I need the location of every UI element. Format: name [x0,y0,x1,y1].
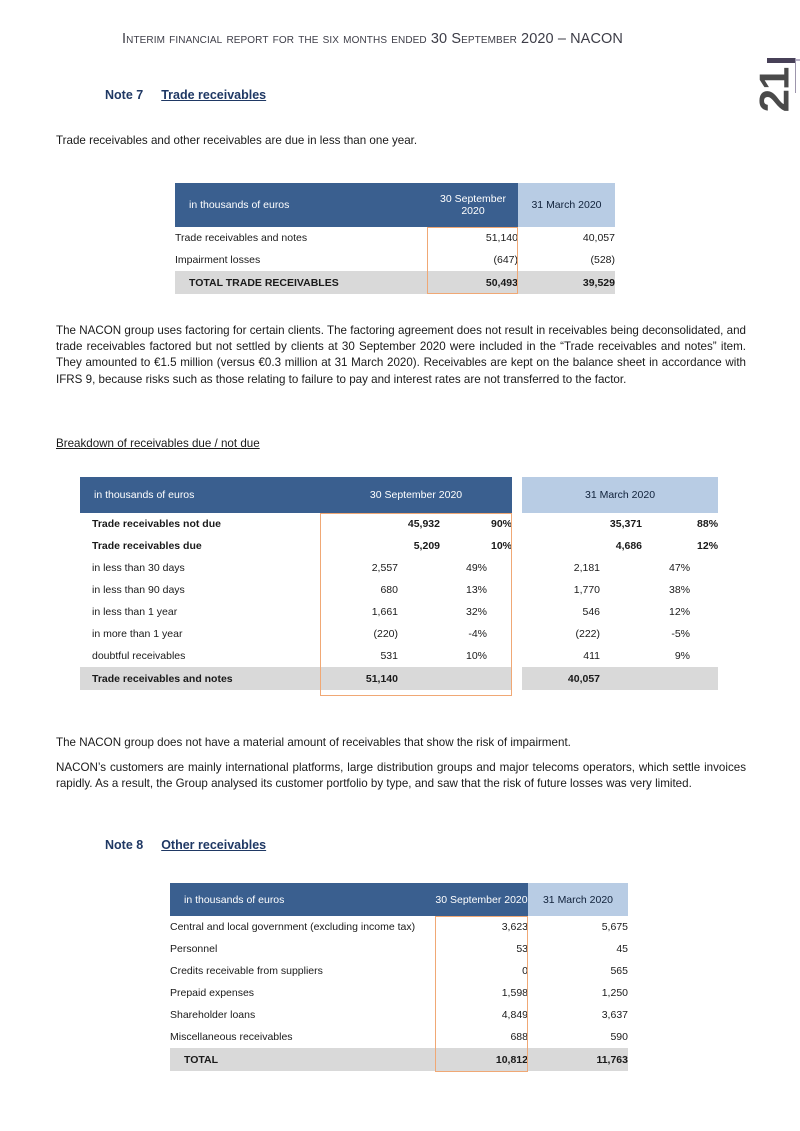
row-mar-value: 45 [616,943,628,955]
table-row [175,249,615,271]
row-sep-pct: 13% [466,584,488,596]
row-sep-value: 3,623 [501,921,528,933]
row-sep-value: 4,849 [501,1009,528,1021]
factoring-paragraph: The NACON group uses factoring for certain clients. The factoring agreement does not result in receivables being deconsolidated, and trade receivables factored but not settled by clients at 30 September 2020 were included in the “Trade receivables and notes” item. They amounted to €1.5 million (versus €0.3 million at 31 March 2020). Receivables are kept on the balance sheet in accordance with IFRS 9, because risks such as those relating to failure to pay and interest rates are not transferred to the factor. [56,324,746,386]
row-sep-value: (220) [373,628,398,640]
th-sep-2020: 30 September 2020 [435,883,528,916]
th-sep-2020: 30 September 2020 [320,477,512,513]
row-label: Trade receivables and notes [80,667,320,690]
row-mar-value: 565 [610,965,628,977]
row-label: in less than 30 days [92,562,185,574]
row-label: Personnel [170,943,218,955]
note-7-title: Trade receivables [161,88,267,102]
row-label: in less than 1 year [92,606,178,618]
row-mar-value: 411 [583,650,601,662]
row-label: Central and local government (excluding income tax) [170,921,416,933]
table-row [170,916,628,938]
th-units: in thousands of euros [170,883,435,916]
row-mar-value: 40,057 [522,667,642,690]
row-mar-value: 11,763 [528,1048,628,1071]
table-row [175,227,615,249]
th-mar-2020: 31 March 2020 [518,183,615,227]
row-mar-pct: 9% [674,650,691,662]
row-gap [512,557,522,579]
row-gap [512,645,522,667]
table-row [170,982,628,1004]
page-number-tab [740,58,800,128]
row-sep-pct: 10% [491,540,513,552]
table-header-row [175,183,615,227]
row-mar-value: (528) [590,254,615,266]
row-mar-pct [642,667,718,690]
row-sep-value: 680 [380,584,398,596]
running-header [0,30,800,48]
table-row [80,557,718,579]
note-7-number: Note 7 [105,88,144,102]
receivables-breakdown-table [80,477,718,690]
note-8-heading [105,838,266,852]
row-gap [512,667,522,690]
table-row [170,1004,628,1026]
row-mar-pct: 38% [669,584,691,596]
th-sep-2020: 30 September 2020 [428,183,518,227]
th-mar-2020: 31 March 2020 [522,477,718,513]
row-gap [512,535,522,557]
row-label: Impairment losses [175,254,261,266]
row-mar-value: 35,371 [609,518,643,530]
row-mar-pct: 47% [669,562,691,574]
row-mar-value: 546 [582,606,601,618]
row-mar-pct: -5% [671,628,691,640]
table-row [80,513,718,535]
table-row [170,960,628,982]
row-sep-value: 1,661 [371,606,398,618]
row-sep-value: 51,140 [485,232,518,244]
row-mar-pct: 12% [669,606,691,618]
row-gap [512,623,522,645]
row-sep-value: (647) [493,254,518,266]
row-label: Shareholder loans [170,1009,256,1021]
row-mar-value: 5,675 [601,921,628,933]
row-mar-value: 3,637 [601,1009,628,1021]
table-row [170,938,628,960]
table-total-row [175,271,615,294]
row-gap [512,513,522,535]
row-sep-pct: -4% [468,628,488,640]
row-gap [512,601,522,623]
row-gap [512,579,522,601]
row-sep-value: 688 [510,1031,528,1043]
row-mar-value: 590 [610,1031,628,1043]
row-sep-value: 50,493 [428,271,518,294]
row-mar-value: (222) [575,628,601,640]
row-label: Credits receivable from suppliers [170,965,323,977]
row-label: Trade receivables and notes [175,232,308,244]
row-sep-value: 2,557 [371,562,398,574]
table-total-row [170,1048,628,1071]
row-sep-pct: 49% [466,562,488,574]
note-8-number: Note 8 [105,838,144,852]
row-sep-pct: 90% [491,518,513,530]
row-mar-value: 40,057 [582,232,615,244]
customers-paragraph: NACON’s customers are mainly international platforms, large distribution groups and major telecoms operators, which settle invoices rapidly. As a result, the Group analysed its customer portfolio by type, and saw that the risk of future losses was very limited. [56,761,746,791]
row-label: TOTAL [170,1048,435,1071]
note-8-title: Other receivables [161,838,267,852]
row-sep-value: 10,812 [435,1048,528,1071]
table-header-row [80,477,718,513]
row-sep-value: 5,209 [413,540,440,552]
running-header-title: Interim financial report for the six months ended 30 September 2020 – NACON [122,31,623,47]
page-number: 21 [750,67,798,113]
table-row [80,623,718,645]
row-sep-value: 51,140 [320,667,440,690]
row-sep-value: 45,932 [407,518,440,530]
row-sep-value: 1,598 [501,987,528,999]
row-mar-value: 4,686 [615,540,643,552]
row-label: Trade receivables due [92,540,202,552]
row-label: Prepaid expenses [170,987,255,999]
row-mar-pct: 88% [697,518,719,530]
table-row [80,535,718,557]
row-mar-value: 1,770 [573,584,601,596]
row-label: in less than 90 days [92,584,185,596]
row-label: in more than 1 year [92,628,183,640]
row-mar-value: 2,181 [573,562,601,574]
row-label: doubtful receivables [92,650,186,662]
note-7-heading [105,88,266,102]
row-label: TOTAL TRADE RECEIVABLES [175,271,428,294]
row-label: Miscellaneous receivables [170,1031,293,1043]
table-header-row [170,883,628,916]
table-row [80,579,718,601]
trade-receivables-table [175,183,615,294]
note-7-intro-paragraph: Trade receivables and other receivables are due in less than one year. [56,134,418,147]
breakdown-subheading: Breakdown of receivables due / not due [56,437,260,450]
row-mar-value: 39,529 [518,271,615,294]
row-mar-value: 1,250 [601,987,628,999]
row-mar-pct: 12% [697,540,719,552]
th-units: in thousands of euros [80,477,320,513]
table-total-row [80,667,718,690]
other-receivables-table [170,883,628,1071]
row-sep-value: 0 [522,965,528,977]
row-sep-value: 53 [516,943,528,955]
page-tab-rule-dark [767,58,795,63]
table-row [80,645,718,667]
row-sep-pct [440,667,512,690]
row-label: Trade receivables not due [92,518,221,530]
table-row [170,1026,628,1048]
table-row [80,601,718,623]
row-sep-pct: 10% [466,650,488,662]
row-sep-value: 531 [380,650,398,662]
th-units: in thousands of euros [175,183,428,227]
th-mar-2020: 31 March 2020 [528,883,628,916]
th-gap [512,477,522,513]
impairment-paragraph: The NACON group does not have a material amount of receivables that show the risk of impairment. [56,736,571,749]
row-sep-pct: 32% [466,606,488,618]
